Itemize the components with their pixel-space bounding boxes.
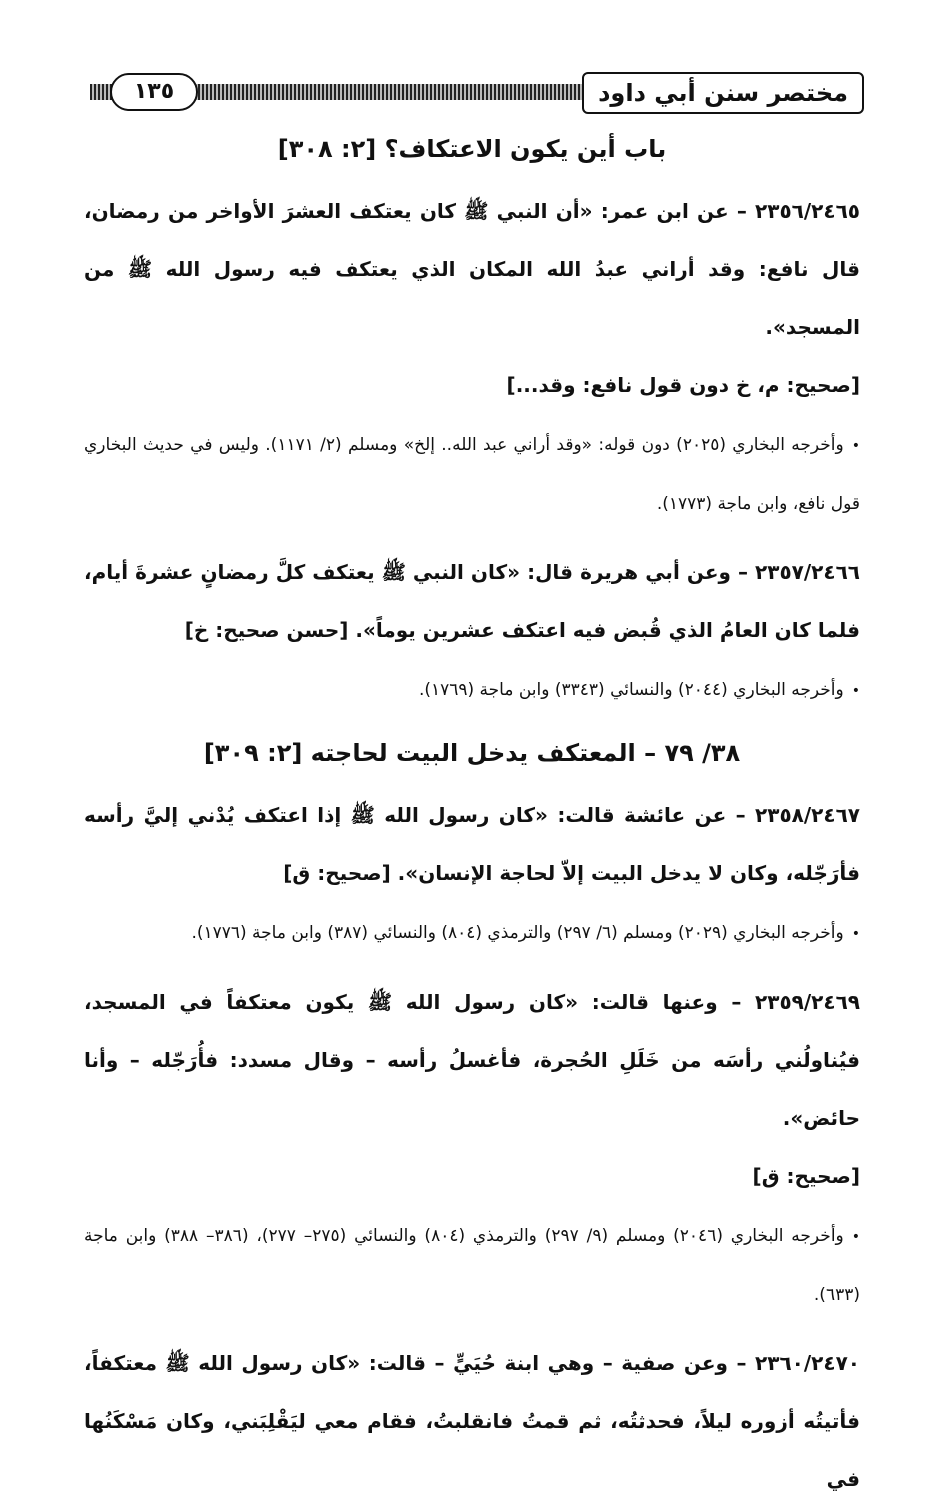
takhrij-text: وأخرجه البخاري (٢٠٢٥) دون قوله: «وقد أراني عبد الله.. إلخ» ومسلم (٢/ ١١٧١). وليس في حديث البخاري قول نافع، وابن ماجة (١٧٧٣).	[84, 435, 860, 514]
book-title: مختصر سنن أبي داود	[582, 72, 864, 114]
hadith-body: – عن عائشة قالت: «كان رسول الله ﷺ إذا اعتكف يُدْني إليَّ رأسه فأرَجّله، وكان لا يدخل البيت إلاّ لحاجة الإنسان». [صحيح: ق]	[84, 803, 860, 885]
hadith-body: – عن ابن عمر: «أن النبي ﷺ كان يعتكف العشرَ الأواخر من رمضان، قال نافع: وقد أراني عبدُ الله المكان الذي يعتكف فيه رسول الله ﷺ من المسجد».	[84, 199, 860, 339]
hadith-grade: [صحيح: ق]	[752, 1164, 860, 1188]
hadith-number: ٢٣٦٠/٢٤٧٠	[755, 1351, 860, 1375]
hadith-body: – وعن صفية – وهي ابنة حُيَيٍّ – قالت: «كان رسول الله ﷺ معتكفاً، فأتيتُه أزوره ليلاً، فحدثتُه، ثم قمتُ فانقلبتُ، فقام معي ليَقْلِبَني، وكان مَسْكَنُها في	[84, 1351, 860, 1491]
takhrij-text: وأخرجه البخاري (٢٠٤٦) ومسلم (٩/ ٢٩٧) والترمذي (٨٠٤) والنسائي (٢٧٥– ٢٧٧)، (٣٨٦– ٣٨٨) وابن ماجة (٦٣٣).	[84, 1226, 860, 1305]
hadith-number: ٢٣٥٨/٢٤٦٧	[755, 803, 860, 827]
takhrij-note	[84, 661, 860, 720]
page-content	[84, 126, 860, 1508]
chapter-heading: باب أين يكون الاعتكاف؟ [٢: ٣٠٨]	[277, 135, 667, 163]
page-header	[90, 74, 860, 120]
takhrij-note	[84, 904, 860, 963]
chapter-heading: ٣٨/ ٧٩ – المعتكف يدخل البيت لحاجته [٢: ٣٠٩]	[203, 739, 741, 767]
bullet-icon: •	[851, 683, 860, 699]
takhrij-note	[84, 1207, 860, 1324]
hadith-number: ٢٣٥٧/٢٤٦٦	[755, 560, 860, 584]
hadith-text	[84, 786, 860, 902]
hadith-number: ٢٣٥٦/٢٤٦٥	[755, 199, 860, 223]
hadith-text	[84, 543, 860, 659]
hadith-grade: [صحيح: م، خ دون قول نافع: وقد...]	[506, 373, 860, 397]
hadith-body: – وعنها قالت: «كان رسول الله ﷺ يكون معتكفاً في المسجد، فيُناولُني رأسَه من خَلَلِ الحُجرة، فأغسلُ رأسه – وقال مسدد: فأُرَجّله – وأنا حائض».	[84, 990, 860, 1130]
hadith-body: – وعن أبي هريرة قال: «كان النبي ﷺ يعتكف كلَّ رمضانٍ عشرةَ أيام، فلما كان العامُ الذي قُبض فيه اعتكف عشرين يوماً». [حسن صحيح: خ]	[84, 560, 860, 642]
hadith-text	[84, 973, 860, 1147]
hadith-text	[84, 1334, 860, 1508]
takhrij-text: وأخرجه البخاري (٢٠٢٩) ومسلم (٦/ ٢٩٧) والترمذي (٨٠٤) والنسائي (٣٨٧) وابن ماجة (١٧٧٦).	[191, 923, 844, 943]
takhrij-note	[84, 416, 860, 533]
hadith-text	[84, 182, 860, 356]
takhrij-text: وأخرجه البخاري (٢٠٤٤) والنسائي (٣٣٤٣) وابن ماجة (١٧٦٩).	[418, 680, 844, 700]
bullet-icon: •	[851, 438, 860, 454]
bullet-icon: •	[851, 1229, 861, 1245]
bullet-icon: •	[851, 926, 860, 942]
page-number: ١٣٥	[110, 73, 198, 111]
hadith-number: ٢٣٥٩/٢٤٦٩	[755, 990, 860, 1014]
